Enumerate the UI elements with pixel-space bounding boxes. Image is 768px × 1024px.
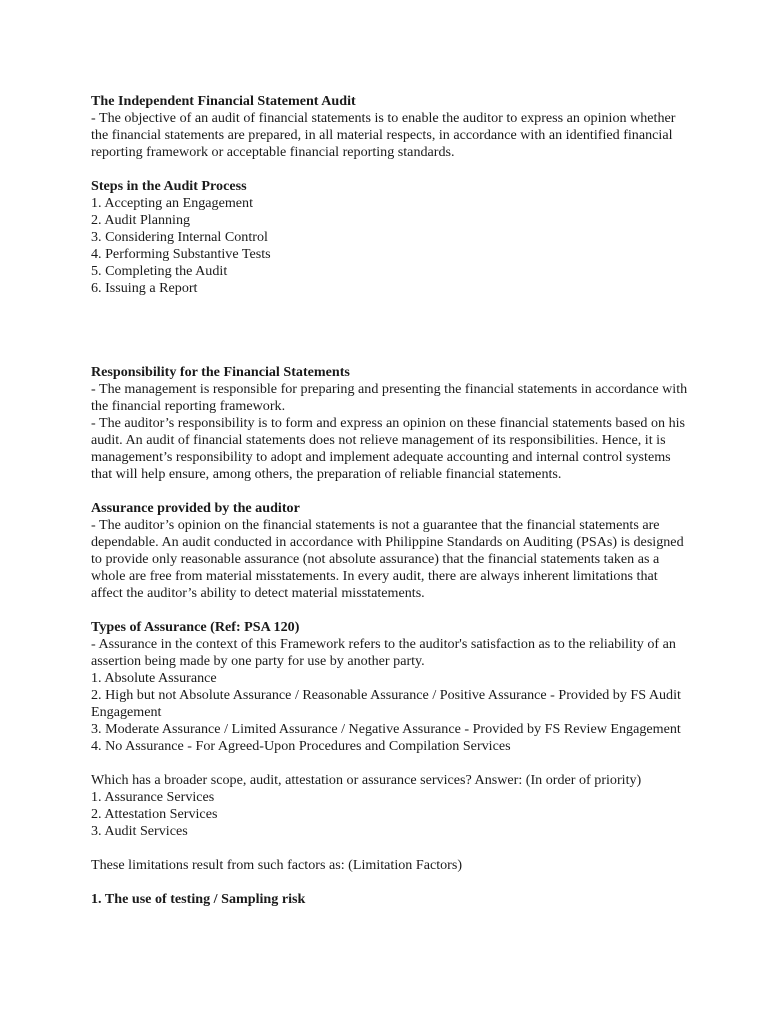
paragraph-line: reporting framework or acceptable financial reporting standards. xyxy=(91,144,455,160)
list-item: 6. Issuing a Report xyxy=(91,280,198,296)
section-responsibility xyxy=(91,364,691,483)
paragraph-line: whole are free from material misstatements. In every audit, there are always inherent limitations that xyxy=(91,568,658,584)
section-heading: The Independent Financial Statement Audit xyxy=(91,93,356,109)
section-types xyxy=(91,619,691,755)
paragraph-line: - The management is responsible for preparing and presenting the financial statements in accordance with xyxy=(91,381,688,397)
section-steps xyxy=(91,178,691,297)
section-heading: Responsibility for the Financial Statements xyxy=(91,364,350,380)
section-heading: Types of Assurance (Ref: PSA 120) xyxy=(91,619,300,635)
list-item: 2. Audit Planning xyxy=(91,212,191,228)
spacer xyxy=(91,874,691,891)
paragraph-line: management’s responsibility to adopt and implement adequate accounting and internal control systems xyxy=(91,449,671,465)
paragraph-line: that will help ensure, among others, the preparation of reliable financial statements. xyxy=(91,466,562,482)
paragraph-line: to provide only reasonable assurance (not absolute assurance) that the financial statements taken as a xyxy=(91,551,660,567)
spacer xyxy=(91,755,691,772)
paragraph-line: dependable. An audit conducted in accordance with Philippine Standards on Auditing (PSAs) is designed xyxy=(91,534,684,550)
paragraph-line: assertion being made by one party for use by another party. xyxy=(91,653,425,669)
section-scope xyxy=(91,772,691,840)
list-item: 3. Moderate Assurance / Limited Assurance / Negative Assurance - Provided by FS Review Engagement xyxy=(91,721,681,737)
paragraph-line: - Assurance in the context of this Framework refers to the auditor's satisfaction as to the reliability of an xyxy=(91,636,676,652)
list-item: 2. Attestation Services xyxy=(91,806,218,822)
list-item: 1. Assurance Services xyxy=(91,789,215,805)
section-assurance xyxy=(91,500,691,602)
list-item: 5. Completing the Audit xyxy=(91,263,228,279)
paragraph-line: - The objective of an audit of financial statements is to enable the auditor to express an opinion whether xyxy=(91,110,676,126)
spacer xyxy=(91,297,691,364)
list-item: 3. Audit Services xyxy=(91,823,188,839)
question-text: Which has a broader scope, audit, attestation or assurance services? Answer: (In order of priority) xyxy=(91,772,642,788)
section-heading: Steps in the Audit Process xyxy=(91,178,247,194)
list-item: 2. High but not Absolute Assurance / Reasonable Assurance / Positive Assurance - Provided by FS Audit xyxy=(91,687,681,703)
list-item: 1. Accepting an Engagement xyxy=(91,195,254,211)
section-heading: 1. The use of testing / Sampling risk xyxy=(91,891,306,907)
paragraph-line: the financial statements are prepared, in all material respects, in accordance with an identified financial xyxy=(91,127,673,143)
spacer xyxy=(91,602,691,619)
spacer xyxy=(91,840,691,857)
spacer xyxy=(91,483,691,500)
section-heading: Assurance provided by the auditor xyxy=(91,500,300,516)
list-item: 1. Absolute Assurance xyxy=(91,670,217,686)
paragraph-line: - The auditor’s opinion on the financial statements is not a guarantee that the financial statements are xyxy=(91,517,660,533)
section-audit xyxy=(91,93,691,161)
list-item: 4. Performing Substantive Tests xyxy=(91,246,271,262)
paragraph-line: affect the auditor’s ability to detect material misstatements. xyxy=(91,585,425,601)
document-page xyxy=(91,93,691,908)
section-limitations xyxy=(91,857,691,908)
paragraph-line: - The auditor’s responsibility is to form and express an opinion on these financial statements based on his xyxy=(91,415,686,431)
paragraph-line: the financial reporting framework. xyxy=(91,398,286,414)
paragraph-line: These limitations result from such factors as: (Limitation Factors) xyxy=(91,857,463,873)
spacer xyxy=(91,161,691,178)
list-item: Engagement xyxy=(91,704,162,720)
list-item: 4. No Assurance - For Agreed-Upon Procedures and Compilation Services xyxy=(91,738,511,754)
paragraph-line: audit. An audit of financial statements does not relieve management of its responsibilities. Hence, it is xyxy=(91,432,666,448)
list-item: 3. Considering Internal Control xyxy=(91,229,268,245)
